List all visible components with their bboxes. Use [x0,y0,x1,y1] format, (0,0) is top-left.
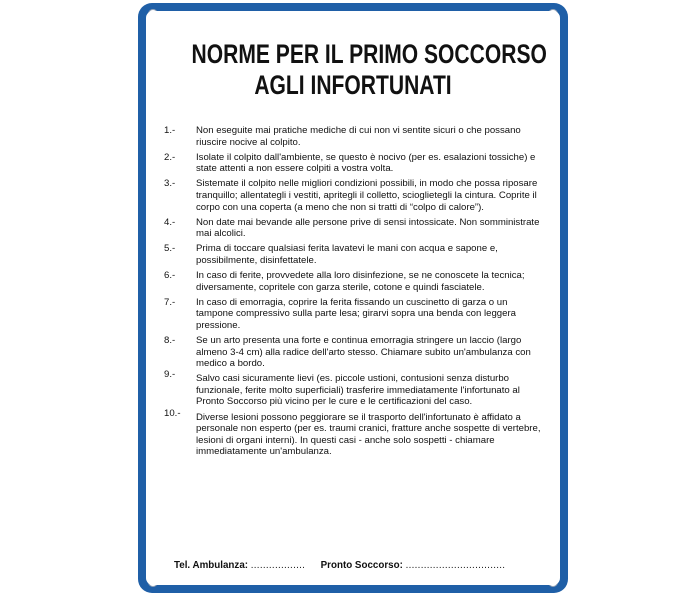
tel-ambulanza-label: Tel. Ambulanza: [174,560,249,571]
rule-number: 3.- [164,178,176,190]
rule-item [158,270,546,293]
rule-item [158,125,546,148]
sign-title [191,39,547,101]
tel-ambulanza-field: .................. [250,560,306,571]
rule-number: 5.- [164,243,176,255]
rule-text: Prima di toccare qualsiasi ferita lavatevi le mani con acqua e sapone e, possibilmente, disinfettatele. [196,243,498,266]
pronto-soccorso-label: Pronto Soccorso: [320,560,403,571]
rule-text: In caso di ferite, provvedete alla loro disinfezione, se ne conoscete la tecnica; diversamente, copritele con garza sterile, cotone e quindi fasciatele. [196,270,525,293]
rule-number: 10.- [164,407,181,419]
contact-footer [174,560,505,571]
first-aid-sign [138,3,568,593]
rule-number: 7.- [164,296,176,308]
rule-item [158,243,546,266]
rule-number: 8.- [164,335,176,346]
rule-number: 6.- [164,270,176,282]
rule-number: 9.- [164,369,176,381]
rule-item [158,152,546,175]
sign-panel [146,11,560,585]
rule-item [158,297,546,332]
pronto-soccorso-field: ................................. [405,560,506,571]
rule-text: In caso di emorragia, coprire la ferita fissando un cuscinetto di garza o un tampone compressivo sulla parte lesa; girarvi sopra una benda con leggera pressione. [196,296,516,331]
rules-list [158,125,546,461]
rule-item [158,407,546,458]
rule-text: Salvo casi sicuramente lievi (es. piccole ustioni, contusioni senza disturbo funzionale, ferite molto superficiali) trasferire immediatamente l'infortunato al Pronto Soccorso più vicino per le cure e le certificazioni del caso. [196,373,520,408]
rule-item [158,217,546,240]
rule-item [158,369,546,408]
rule-text: Non eseguite mai pratiche mediche di cui non vi sentite sicuri o che possano riuscire nocive al colpito. [196,125,521,148]
rule-item [158,178,546,213]
rule-text: Sistemate il colpito nelle migliori condizioni possibili, in modo che possa riposare tranquillo; allentategli i vestiti, apritegli il colletto, scioglietegli la cintura. Coprite il corpo con una coperta (a meno che non si tratti di “colpo di calore”). [196,178,538,213]
title-line-1: NORME PER IL PRIMO SOCCORSO [191,39,547,69]
rule-number: 1.- [164,125,176,136]
rule-text: Non date mai bevande alle persone prive di sensi intossicate. Non somministrate mai alcolici. [196,216,540,240]
title-line-2: AGLI INFORTUNATI [254,70,452,100]
rule-number: 2.- [164,151,176,163]
rule-text: Diverse lesioni possono peggiorare se il trasporto dell'infortunato è affidato a personale non esperto (per es. traumi cranici, fratture anche sospette di vertebre, lesioni di organi interni). In questi casi - anche solo sospetti - chiamare immediatamente un'ambulanza. [196,411,541,458]
rule-number: 4.- [164,216,176,228]
rule-text: Isolate il colpito dall'ambiente, se questo è nocivo (per es. esalazioni tossiche) e state attenti a non essere colpiti a vostra volta. [196,151,536,175]
rule-item [158,335,546,370]
rule-text: Se un arto presenta una forte e continua emorragia stringere un laccio (largo almeno 3-4 cm) alla radice dell'arto stesso. Chiamare subito un'ambulanza con medico a bordo. [196,335,531,370]
